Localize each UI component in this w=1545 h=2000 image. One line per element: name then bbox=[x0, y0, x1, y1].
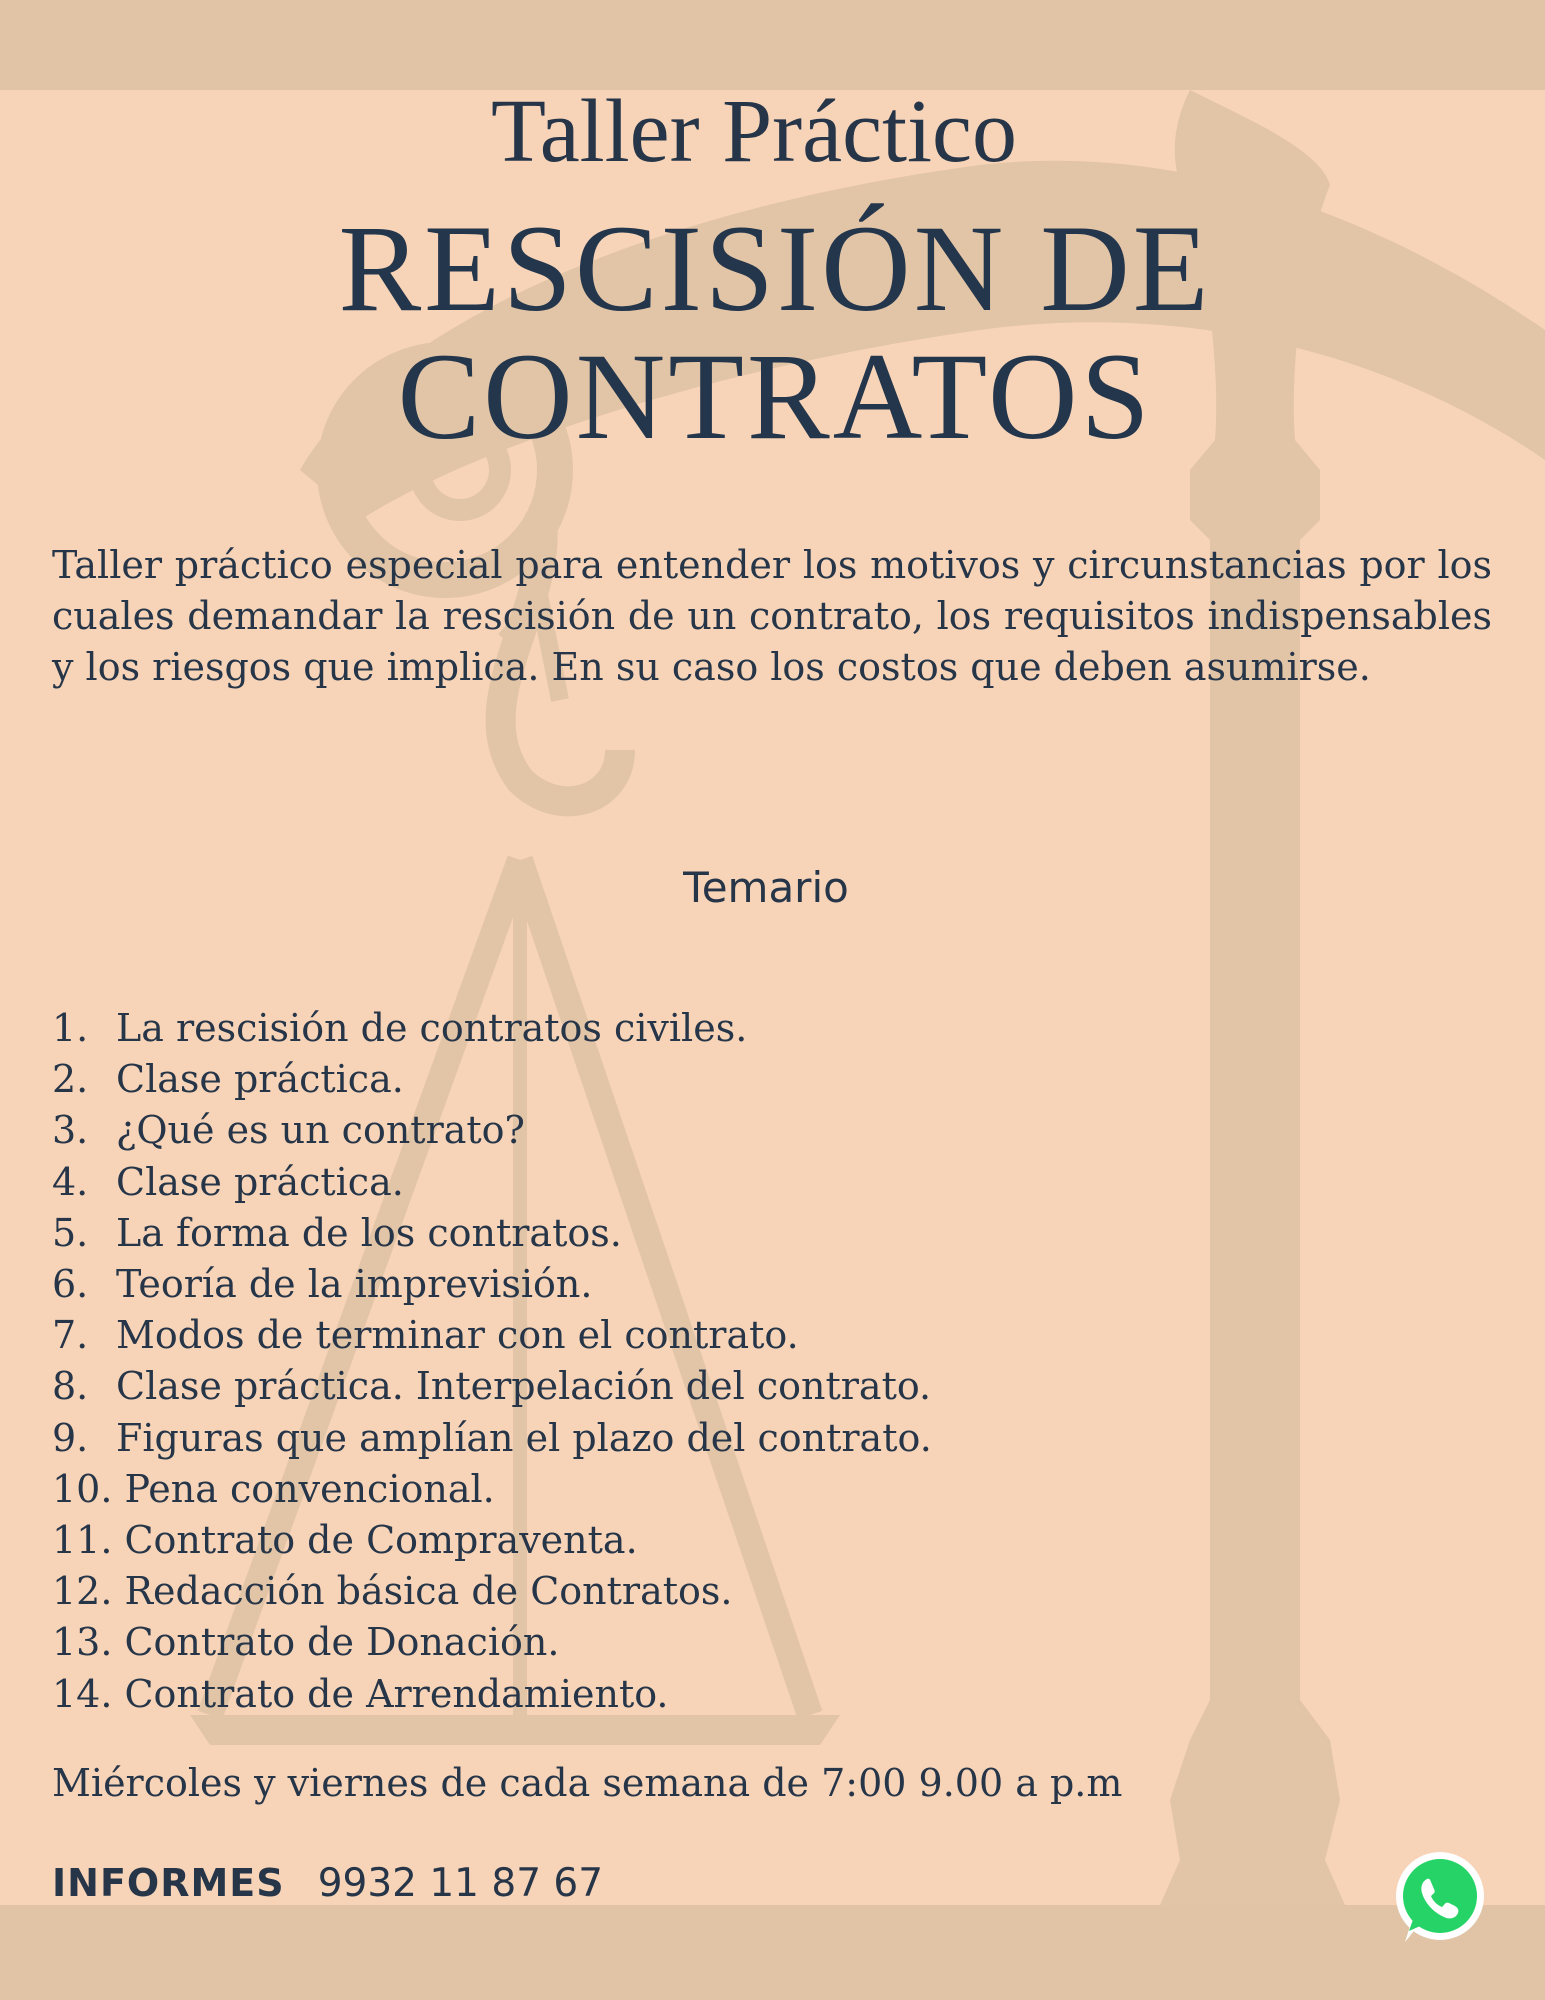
item-number: 10. bbox=[52, 1466, 113, 1511]
item-text: Contrato de Arrendamiento. bbox=[124, 1671, 669, 1716]
item-number: 4. bbox=[52, 1159, 89, 1204]
item-number: 14. bbox=[52, 1671, 113, 1716]
temario-list bbox=[52, 1003, 932, 1720]
item-text: Figuras que amplían el plazo del contrato. bbox=[116, 1415, 932, 1460]
item-number: 2. bbox=[52, 1057, 89, 1102]
item-number: 6. bbox=[52, 1262, 89, 1307]
item-text: Contrato de Donación. bbox=[124, 1620, 560, 1665]
list-item bbox=[52, 1208, 932, 1259]
item-number: 12. bbox=[52, 1569, 113, 1614]
item-number: 13. bbox=[52, 1620, 113, 1665]
list-item bbox=[52, 1566, 932, 1617]
whatsapp-icon[interactable] bbox=[1387, 1845, 1493, 1951]
item-number: 9. bbox=[52, 1415, 89, 1460]
list-item bbox=[52, 1515, 932, 1566]
list-item bbox=[52, 1259, 932, 1310]
list-item bbox=[52, 1617, 932, 1668]
contact-phone[interactable]: 9932 11 87 67 bbox=[317, 1861, 604, 1906]
item-text: Teoría de la imprevisión. bbox=[116, 1262, 593, 1307]
temario-heading: Temario bbox=[683, 863, 849, 912]
item-number: 5. bbox=[52, 1210, 89, 1255]
item-number: 8. bbox=[52, 1364, 89, 1409]
list-item bbox=[52, 1157, 932, 1208]
item-number: 7. bbox=[52, 1313, 89, 1358]
item-text: La forma de los contratos. bbox=[116, 1210, 622, 1255]
item-text: Pena convencional. bbox=[124, 1466, 495, 1511]
list-item bbox=[52, 1003, 932, 1054]
item-text: Clase práctica. Interpelación del contrato. bbox=[116, 1364, 932, 1409]
flyer-kicker: Taller Práctico bbox=[491, 82, 1017, 181]
item-number: 11. bbox=[52, 1518, 113, 1563]
flyer-title: RESCISIÓN DE CONTRATOS bbox=[338, 200, 1212, 465]
item-text: Contrato de Compraventa. bbox=[124, 1518, 638, 1563]
list-item bbox=[52, 1310, 932, 1361]
item-text: Modos de terminar con el contrato. bbox=[116, 1313, 799, 1358]
list-item bbox=[52, 1669, 932, 1720]
contact-info bbox=[52, 1858, 603, 1916]
item-text: Clase práctica. bbox=[116, 1057, 404, 1102]
item-text: La rescisión de contratos civiles. bbox=[116, 1006, 748, 1050]
list-item bbox=[52, 1361, 932, 1412]
item-text: Redacción básica de Contratos. bbox=[124, 1569, 733, 1614]
item-number: 1. bbox=[52, 1006, 89, 1050]
contact-label: INFORMES bbox=[52, 1861, 285, 1905]
item-text: ¿Qué es un contrato? bbox=[116, 1108, 525, 1153]
intro-paragraph: Taller práctico especial para entender los motivos y circunstancias por los cuales demandar la rescisión de un contrato, los requisitos indispensables y los riesgos que implica. En su caso los costos que deben asumirse. bbox=[52, 543, 1492, 689]
list-item bbox=[52, 1105, 932, 1156]
list-item bbox=[52, 1054, 932, 1105]
item-text: Clase práctica. bbox=[116, 1159, 404, 1204]
item-number: 3. bbox=[52, 1108, 89, 1153]
schedule-text: Miércoles y viernes de cada semana de 7:00 9.00 a p.m bbox=[52, 1761, 1123, 1805]
list-item bbox=[52, 1413, 932, 1464]
list-item bbox=[52, 1464, 932, 1515]
